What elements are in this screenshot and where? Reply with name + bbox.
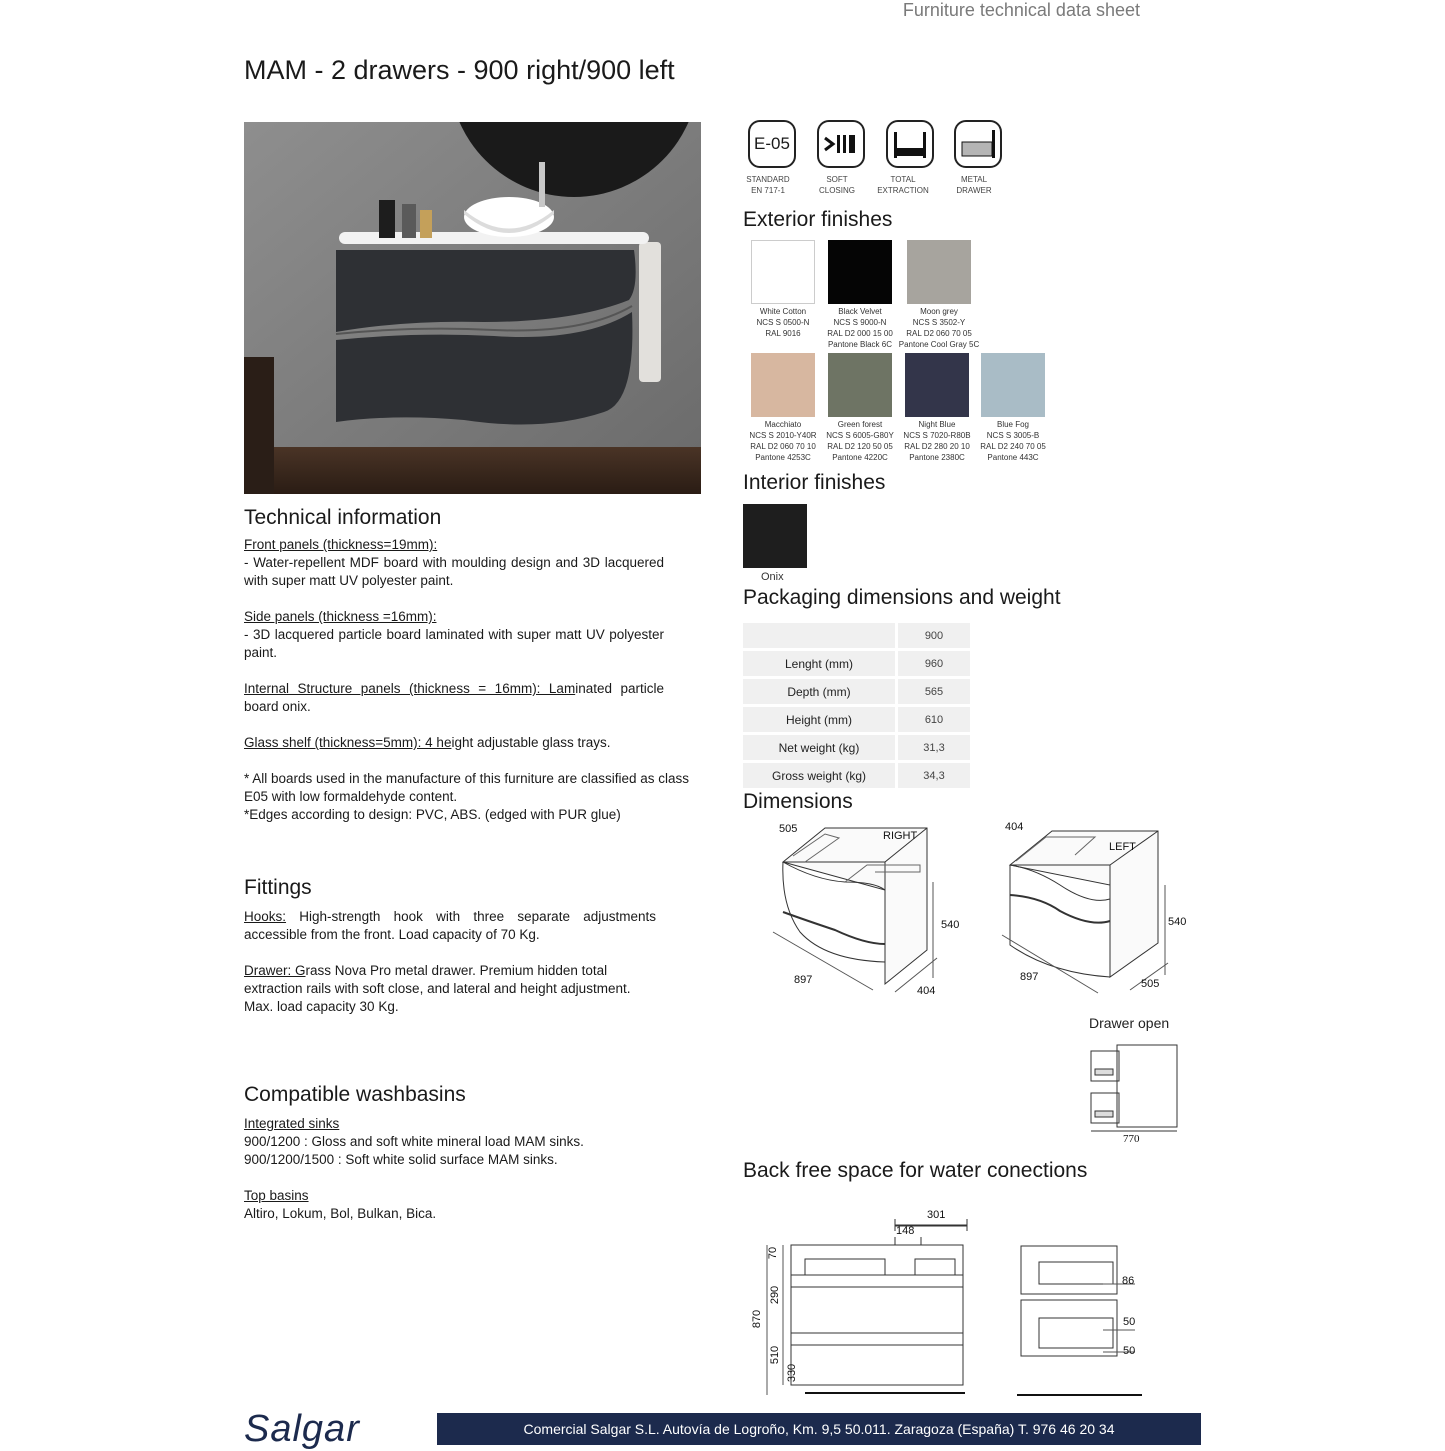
back-height-870-label: 870 — [751, 1309, 764, 1329]
drawer-open-label: Drawer open — [1089, 1015, 1170, 1031]
glass-shelf-title: Glass shelf (thickness=5mm): 4 he — [244, 735, 452, 750]
packaging-table — [740, 620, 973, 791]
hooks-text: High-strength hook with three separate adjustments accessible from the front. Load capacity of 70 Kg. — [244, 909, 656, 942]
dimensions-heading: Dimensions — [743, 790, 853, 813]
finish-code: NCS S 3502-Y — [912, 318, 966, 327]
right-height-label: 540 — [941, 919, 960, 931]
finish-swatch — [907, 240, 971, 304]
left-height-label: 540 — [1168, 916, 1187, 928]
internal-structure-text: inated particle board onix. — [244, 681, 664, 714]
exterior-finishes-heading: Exterior finishes — [743, 208, 893, 231]
right-width-label: 897 — [794, 974, 813, 986]
right-depth-bottom-label: 404 — [917, 985, 936, 997]
back-height-330-label: 330 — [786, 1363, 799, 1383]
table-row — [743, 651, 970, 676]
row-label: Lenght (mm) — [743, 651, 895, 676]
finish-code: RAL D2 000 15 00 — [827, 329, 893, 338]
finish-name: Black Velvet — [838, 307, 882, 316]
front-panels-title: Front panels (thickness=19mm): — [244, 537, 438, 552]
finish-code: NCS S 6005-G80Y — [826, 431, 894, 440]
finish-name: Night Blue — [918, 420, 956, 429]
row-value: 610 — [898, 707, 970, 732]
drawer-open-depth-label: 770 — [1123, 1133, 1140, 1145]
drawer-title: Drawer: G — [244, 963, 306, 978]
fittings-section — [244, 908, 656, 1034]
side-panels-title: Side panels (thickness =16mm): — [244, 609, 437, 624]
side-depth-86-label: 86 — [1122, 1275, 1135, 1287]
finish-code: NCS S 3005-B — [986, 431, 1040, 440]
finish-code: RAL D2 060 70 10 — [750, 442, 816, 451]
interior-finish-swatch — [743, 504, 807, 568]
row-value: 565 — [898, 679, 970, 704]
table-header-row — [743, 623, 970, 648]
row-value: 960 — [898, 651, 970, 676]
formaldehyde-note: * All boards used in the manufacture of this furniture are classified as class E05 with low formaldehyde content. — [244, 771, 689, 804]
row-value: 31,3 — [898, 735, 970, 760]
internal-structure-title: Internal Structure panels (thickness = 16mm): Lam — [244, 681, 576, 696]
washbasins-heading: Compatible washbasins — [244, 1083, 466, 1106]
finish-swatch — [905, 353, 969, 417]
row-label: Gross weight (kg) — [743, 763, 895, 788]
finish-swatch — [751, 353, 815, 417]
integrated-sinks-title: Integrated sinks — [244, 1116, 340, 1131]
salgar-logo: Salgar — [244, 1408, 360, 1450]
finish-caption — [894, 306, 984, 350]
glass-shelf-paragraph — [244, 734, 664, 752]
dimension-drawing-right — [745, 820, 975, 1005]
finish-name: Green forest — [837, 420, 883, 429]
integrated-sinks-line-2: 900/1200/1500 : Soft white solid surface MAM sinks. — [244, 1152, 558, 1167]
interior-finish-name: Onix — [761, 571, 784, 583]
right-label: RIGHT — [883, 830, 918, 842]
metal-drawer-icon — [954, 120, 1002, 168]
front-panels-paragraph — [244, 536, 664, 590]
table-row — [743, 763, 970, 788]
table-header-900: 900 — [898, 623, 970, 648]
front-panels-text: - Water-repellent MDF board with moulding design and 3D lacquered with super matt UV polyester paint. — [244, 555, 664, 588]
finish-code: RAL D2 280 20 10 — [904, 442, 970, 451]
side-panels-text: - 3D lacquered particle board laminated with super matt UV polyester paint. — [244, 627, 664, 660]
metal-drawer-caption: METAL DRAWER — [956, 175, 992, 195]
table-row — [743, 707, 970, 732]
integrated-sinks-paragraph — [244, 1115, 664, 1169]
finish-code: Pantone 2380C — [909, 453, 965, 462]
left-depth-top-label: 404 — [1005, 821, 1024, 833]
sheet-label: Furniture technical data sheet — [902, 0, 1140, 20]
dimension-drawing-left — [980, 815, 1200, 1005]
finish-name: Blue Fog — [996, 420, 1030, 429]
drawer-text: rass Nova Pro metal drawer. Premium hidden total extraction rails with soft close, and lateral and height adjustment. Max. load capacity 30 Kg. — [244, 963, 631, 1014]
finish-name: Macchiato — [764, 420, 802, 429]
fittings-heading: Fittings — [244, 876, 312, 899]
finish-swatch — [828, 240, 892, 304]
hooks-paragraph — [244, 908, 656, 944]
back-width-301-label: 301 — [927, 1209, 946, 1221]
internal-structure-paragraph — [244, 680, 664, 716]
finish-code: RAL 9016 — [765, 329, 801, 338]
packaging-heading: Packaging dimensions and weight — [743, 586, 1061, 609]
finish-code: NCS S 9000-N — [833, 318, 887, 327]
back-width-148-label: 148 — [896, 1225, 915, 1237]
back-space-side-drawing — [1015, 1240, 1145, 1405]
total-extraction-icon — [886, 120, 934, 168]
left-label: LEFT — [1109, 841, 1136, 853]
row-label: Height (mm) — [743, 707, 895, 732]
finish-code: Pantone Black 6C — [827, 340, 893, 349]
back-height-290-label: 290 — [769, 1285, 782, 1305]
finish-code: RAL D2 060 70 05 — [906, 329, 972, 338]
back-space-heading: Back free space for water conections — [743, 1159, 1088, 1182]
finish-code: Pantone 443C — [987, 453, 1039, 462]
finish-code: Pantone Cool Gray 5C — [898, 340, 980, 349]
left-width-label: 897 — [1020, 971, 1039, 983]
back-height-70-label: 70 — [767, 1246, 780, 1260]
side-depth-50a-label: 50 — [1123, 1316, 1136, 1328]
left-depth-bottom-label: 505 — [1141, 978, 1160, 990]
soft-closing-icon — [817, 120, 865, 168]
finish-swatch — [828, 353, 892, 417]
back-space-front-drawing — [745, 1205, 975, 1405]
standard-caption: STANDARD EN 717-1 — [746, 175, 790, 195]
finish-code: RAL D2 120 50 05 — [827, 442, 893, 451]
drawer-paragraph — [244, 962, 656, 1016]
finish-swatch — [981, 353, 1045, 417]
drawer-open-drawing — [1087, 1043, 1179, 1145]
finish-code: NCS S 0500-N — [756, 318, 810, 327]
row-label: Net weight (kg) — [743, 735, 895, 760]
finish-caption — [815, 306, 905, 350]
finish-code: NCS S 2010-Y40R — [749, 431, 817, 440]
finish-swatch — [751, 240, 815, 304]
e05-standard-icon: E-05 — [748, 120, 796, 168]
top-basins-title: Top basins — [244, 1188, 309, 1203]
top-basins-text: Altiro, Lokum, Bol, Bulkan, Bica. — [244, 1206, 437, 1221]
side-panels-paragraph — [244, 608, 664, 662]
row-value: 34,3 — [898, 763, 970, 788]
finish-caption — [968, 419, 1058, 463]
right-depth-top-label: 505 — [779, 823, 798, 835]
footer-address-bar: Comercial Salgar S.L. Autovía de Logroño, Km. 9,5 50.011. Zaragoza (España) T. 976 46 20 34 — [437, 1413, 1201, 1445]
top-basins-paragraph — [244, 1187, 664, 1223]
soft-closing-caption: SOFT CLOSING — [818, 175, 855, 195]
finish-code: RAL D2 240 70 05 — [980, 442, 1046, 451]
side-depth-50b-label: 50 — [1123, 1345, 1136, 1357]
hooks-title: Hooks: — [244, 909, 287, 924]
washbasins-section — [244, 1115, 664, 1223]
interior-finishes-heading: Interior finishes — [743, 471, 886, 494]
finish-code: Pantone 4253C — [755, 453, 811, 462]
finish-name: White Cotton — [759, 307, 807, 316]
product-photo — [244, 122, 701, 494]
total-extraction-caption: TOTAL EXTRACTION — [877, 175, 929, 195]
technical-info-section — [244, 536, 689, 824]
integrated-sinks-line-1: 900/1200 : Gloss and soft white mineral load MAM sinks. — [244, 1134, 584, 1149]
finish-code: Pantone 4220C — [832, 453, 888, 462]
finish-name: Moon grey — [920, 307, 958, 316]
page-title: MAM - 2 drawers - 900 right/900 left — [244, 55, 675, 85]
back-height-510-label: 510 — [769, 1345, 782, 1365]
table-row — [743, 679, 970, 704]
technical-info-heading: Technical information — [244, 506, 442, 529]
table-header-empty — [743, 623, 895, 648]
row-label: Depth (mm) — [743, 679, 895, 704]
table-row — [743, 735, 970, 760]
finish-code: NCS S 7020-R80B — [903, 431, 971, 440]
edges-note: *Edges according to design: PVC, ABS. (edged with PUR glue) — [244, 807, 621, 822]
glass-shelf-text: ight adjustable glass trays. — [451, 735, 611, 750]
